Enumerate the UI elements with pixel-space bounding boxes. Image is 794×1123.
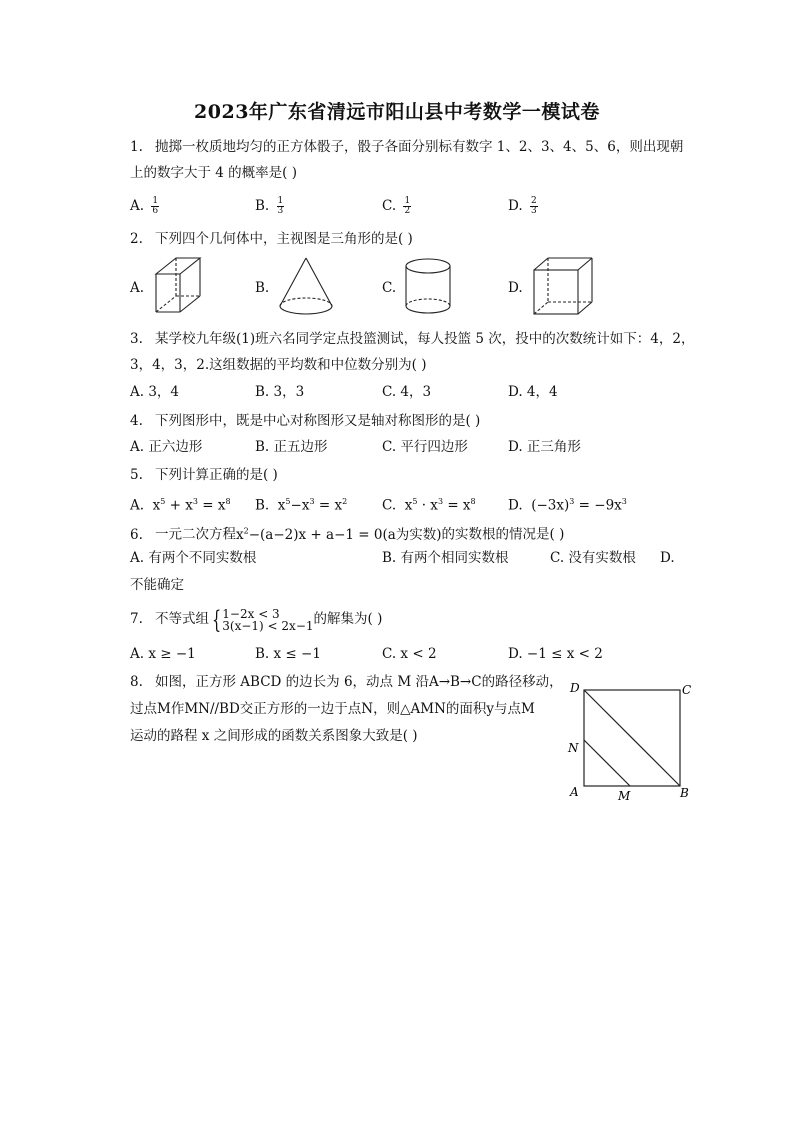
numerator: 1 [404, 196, 411, 206]
question-2 [130, 229, 413, 249]
label-n: N [568, 741, 579, 755]
option-d: D. [660, 550, 675, 566]
option-a: A. 3，4 [130, 384, 180, 400]
question-text: 如图，正方形 ABCD 的边长为 6，动点 M 沿A→B→C的路径移动， [155, 674, 563, 690]
question-4 [130, 411, 480, 431]
cone-figure [276, 256, 336, 318]
fraction [530, 197, 538, 216]
question-text: 某学校九年级(1)班六名同学定点投篮测试，每人投篮 5 次，投中的次数统计如下：4，2， [155, 331, 695, 347]
question-5 [130, 465, 278, 485]
option-label: D. [508, 497, 523, 514]
question-text: 一元二次方程 [155, 526, 236, 543]
option-a: A. 正六边形 [130, 439, 203, 455]
diagonal-bd [584, 690, 680, 786]
option-b: B. 3，3 [255, 384, 305, 400]
question-8-line-3: 运动的路程 x 之间形成的函数关系图象大致是( ) [130, 728, 418, 744]
option-d: D. −1 ≤ x < 2 [508, 646, 603, 662]
question-text: 下列四个几何体中，主视图是三角形的是( ) [155, 231, 413, 247]
option-b: B. x ≤ −1 [255, 646, 321, 662]
option-b [255, 196, 284, 216]
option-d [508, 196, 538, 216]
question-text-tail: 的实数根的情况是( ) [441, 526, 565, 543]
question-3-line-2: 3，4，3，2.这组数据的平均数和中位数分别为( ) [130, 357, 427, 373]
question-text: 下列计算正确的是( ) [155, 467, 278, 483]
option-c: C. x < 2 [382, 646, 437, 662]
option-c: C. 4，3 [382, 384, 432, 400]
question-text: 不等式组 [155, 611, 209, 627]
option-a: A. $x^5 + x^3 = x^8$ [130, 497, 231, 514]
brace-icon: { [212, 605, 222, 634]
question-8-line-1 [130, 672, 563, 692]
label-b: B [680, 786, 689, 800]
option-c: C. 没有实数根 [550, 550, 636, 566]
denominator: 2 [404, 206, 411, 216]
option-d: D. [508, 280, 523, 296]
denominator: 6 [152, 206, 159, 216]
segment-mn [584, 740, 630, 786]
numerator: 2 [530, 196, 537, 206]
option-label: A. [130, 497, 145, 514]
question-3-line-1 [130, 329, 694, 349]
option-b: B. [255, 280, 270, 296]
option-label: A. [130, 198, 145, 214]
option-c: C. [382, 280, 397, 296]
inequality-row-1: 1−2x < 3 [222, 606, 280, 621]
numerator: 1 [152, 196, 159, 206]
option-label: B. [255, 198, 270, 214]
page-title: 2023年广东省清远市阳山县中考数学一模试卷 [194, 101, 600, 123]
option-c: C. 平行四边形 [382, 439, 468, 455]
denominator: 3 [277, 206, 284, 216]
fraction [403, 197, 411, 216]
option-a: A. 有两个不同实数根 [130, 550, 257, 566]
question-number: 2. [130, 231, 143, 247]
fraction [277, 197, 285, 216]
question-number: 1. [130, 139, 143, 155]
inequality-system [209, 605, 314, 634]
option-a: A. x ≥ −1 [130, 646, 196, 662]
equation: $x^2-(a-2)x + a-1 = 0(a$为实数) [236, 526, 442, 543]
option-b: B. 正五边形 [255, 439, 328, 455]
question-1-line-1 [130, 137, 683, 157]
question-number: 5. [130, 467, 143, 483]
option-d: D. 4，4 [508, 384, 558, 400]
question-7 [130, 605, 382, 633]
question-1-line-2: 上的数字大于 4 的概率是( ) [130, 165, 297, 181]
option-label: C. [382, 198, 397, 214]
inequality-row-2: 3(x−1) < 2x−1 [222, 618, 314, 633]
option-d: D. $(-3x)^3 = -9x^3$ [508, 497, 627, 514]
option-label: C. [382, 497, 397, 514]
option-label: D. [508, 198, 523, 214]
label-c: C [682, 683, 692, 697]
option-b: B. 有两个相同实数根 [382, 550, 509, 566]
question-number: 3. [130, 331, 143, 347]
option-c: C. $x^5 \cdot x^3 = x^8$ [382, 497, 476, 514]
cylinder-figure [402, 256, 458, 318]
question-text: 下列图形中，既是中心对称图形又是轴对称图形的是( ) [155, 413, 481, 429]
label-d: D [570, 681, 580, 695]
option-d-wrap: 不能确定 [130, 577, 184, 593]
label-m: M [618, 789, 631, 803]
question-number: 8. [130, 674, 143, 690]
option-c [382, 196, 411, 216]
question-number: 4. [130, 413, 143, 429]
option-b: B. $x^5-x^3 = x^2$ [255, 497, 348, 514]
option-label: B. [255, 497, 270, 514]
question-text-tail: 的解集为( ) [313, 611, 383, 627]
cube-figure [530, 254, 596, 316]
label-a: A [570, 785, 579, 799]
triangular-prism-figure [148, 254, 208, 316]
option-a [130, 196, 159, 216]
denominator: 3 [530, 206, 537, 216]
option-d: D. 正三角形 [508, 439, 581, 455]
numerator: 1 [277, 196, 284, 206]
question-number: 7. [130, 611, 143, 627]
fraction [151, 197, 159, 216]
question-6 [130, 521, 564, 545]
question-text: 抛掷一枚质地均匀的正方体骰子，骰子各面分别标有数字 1、2、3、4、5、6，则出现朝 [155, 139, 684, 155]
option-a: A. [130, 280, 145, 296]
question-8-line-2: 过点M作MN//BD交正方形的一边于点N，则△AMN的面积y与点M [130, 701, 535, 717]
question-number: 6. [130, 526, 143, 543]
square-abcd-figure [566, 680, 696, 804]
